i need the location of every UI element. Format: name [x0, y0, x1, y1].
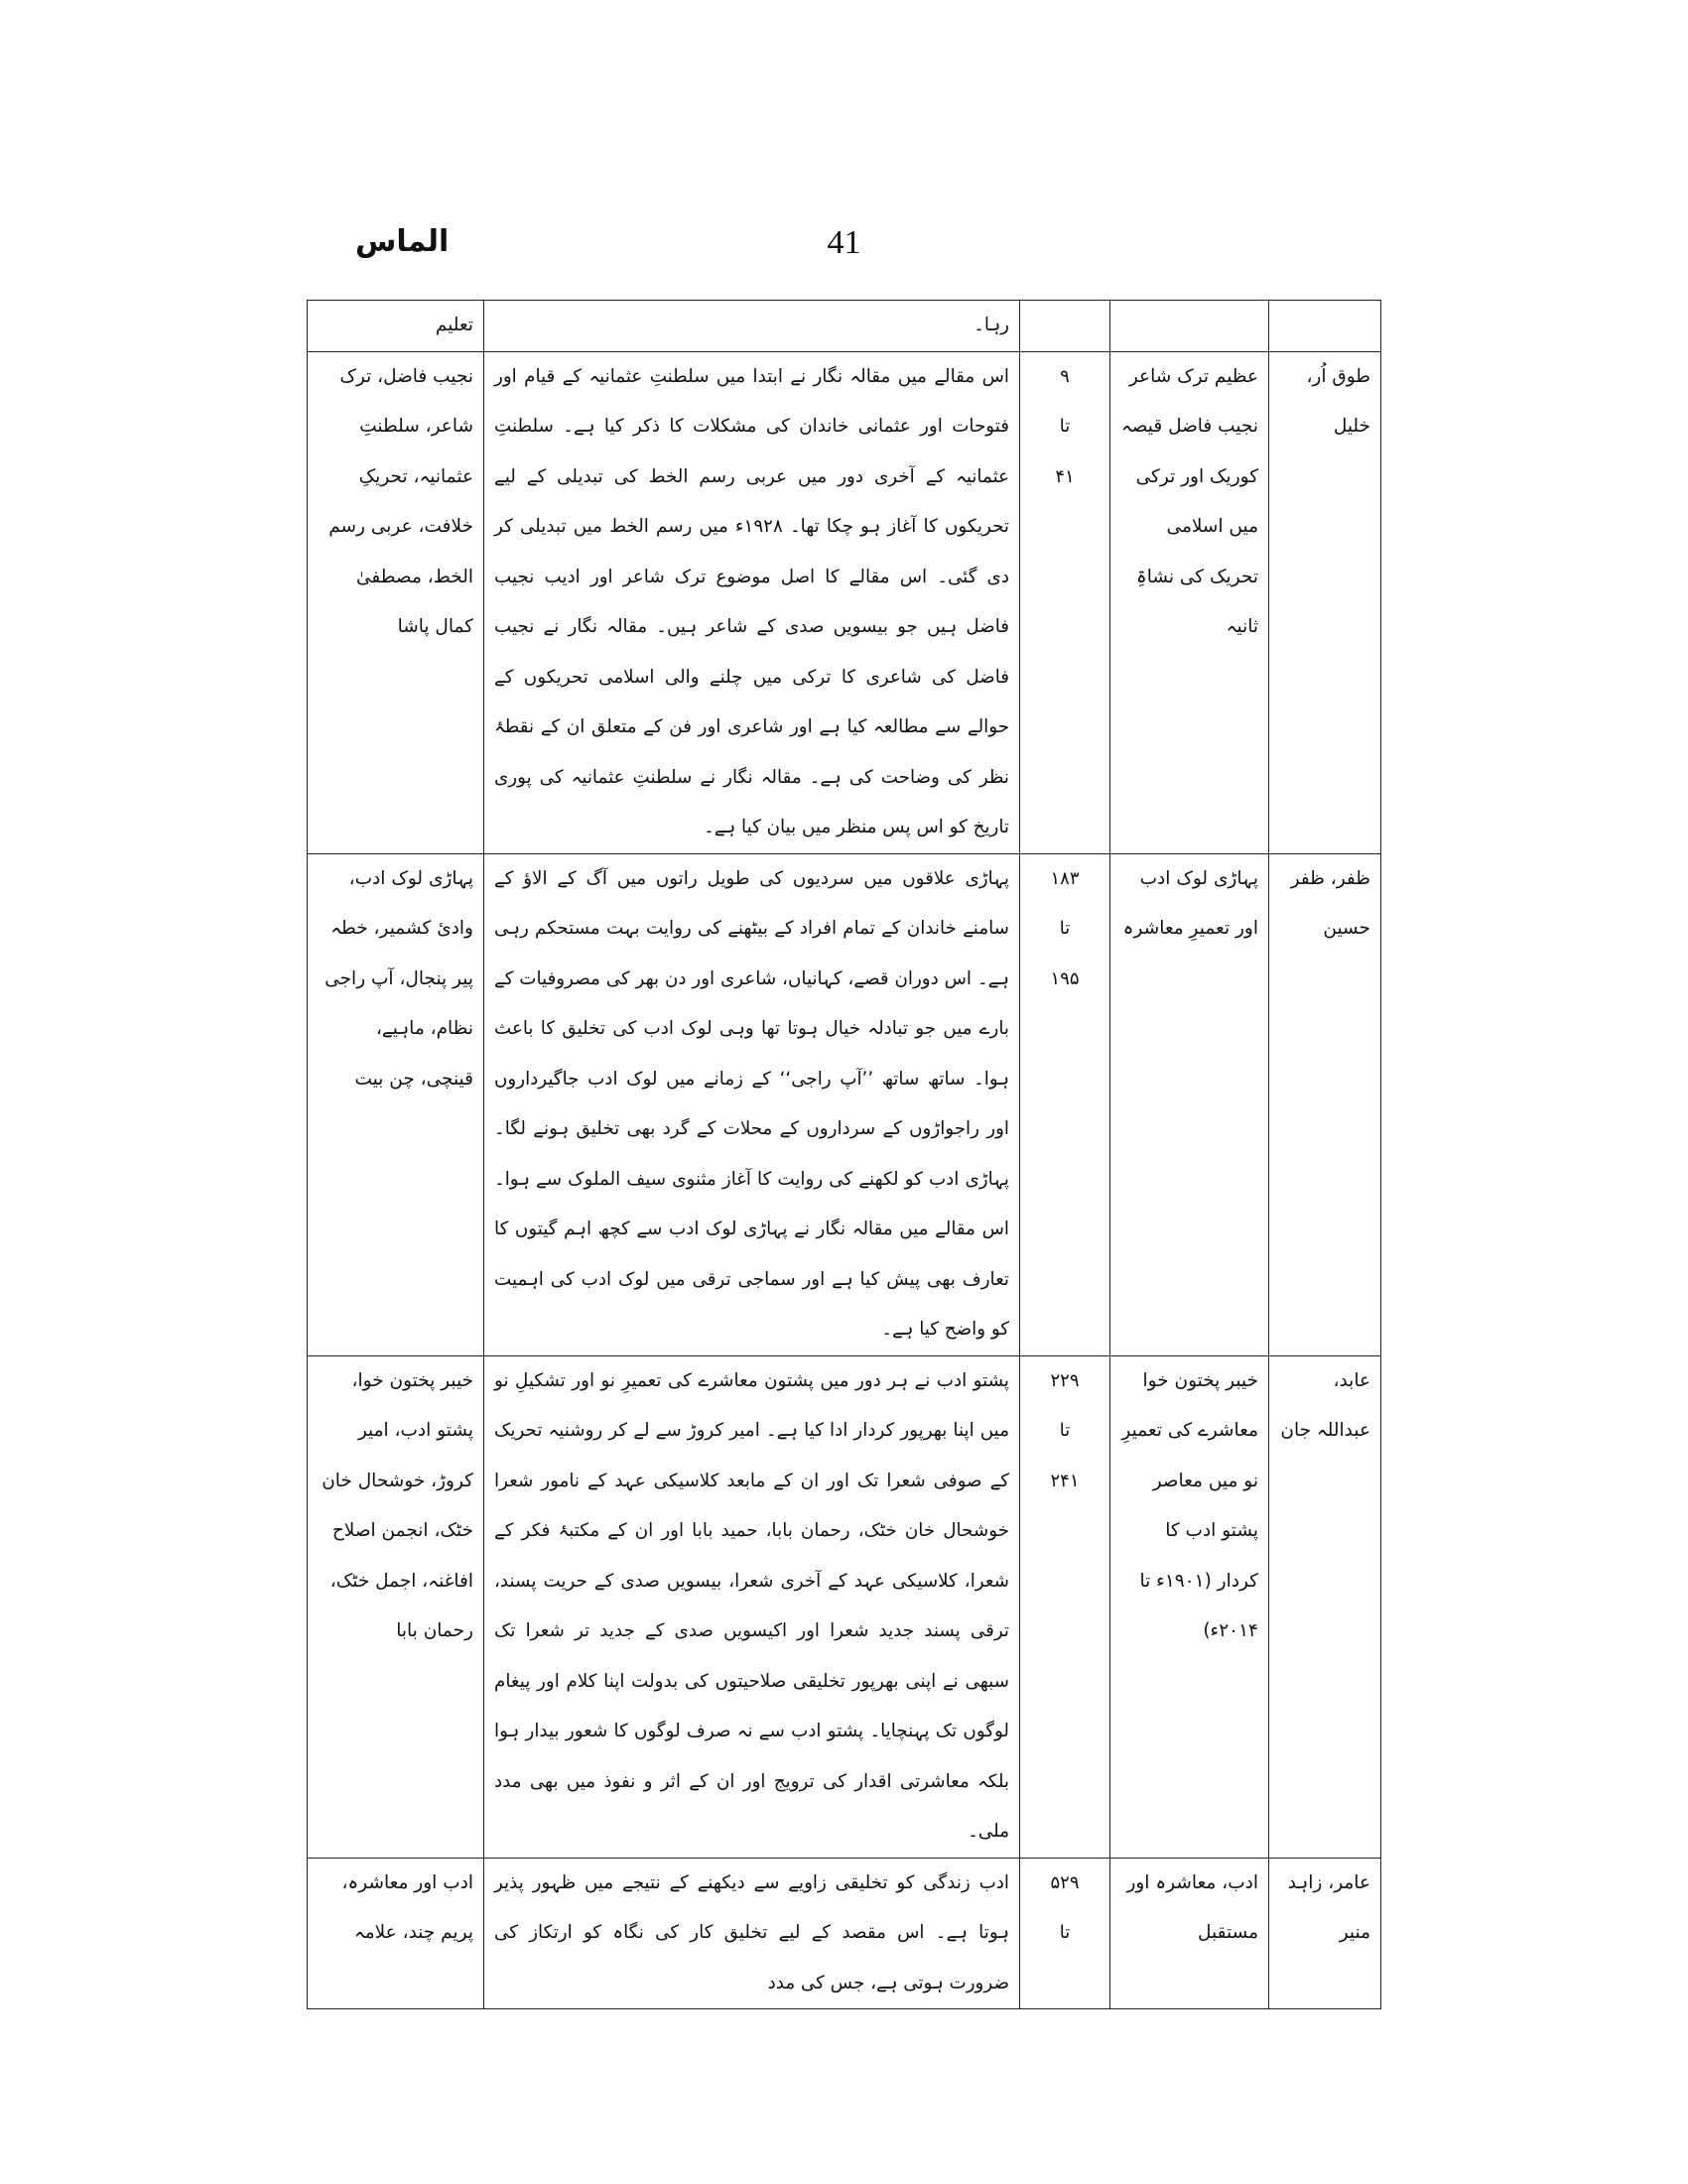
summary-cell: ادب زندگی کو تخلیقی زاویے سے دیکھنے کے نتیجے میں ظہور پذیر ہوتا ہے۔ اس مقصد کے لیے تخلیق کار کی نگاہ کو ارتکاز کی ضرورت ہوتی ہے، جس کی مدد: [484, 1858, 1020, 2009]
author-cell: عابد، عبداللہ جان: [1269, 1355, 1381, 1858]
title-cell: عظیم ترک شاعر نجیب فاضل قیصہ کوریک اور ترکی میں اسلامی تحریک کی نشاۃِ ثانیہ: [1110, 351, 1269, 853]
pages-cell: [1020, 853, 1110, 1355]
keywords-cell: ادب اور معاشرہ، پریم چند، علامہ: [308, 1858, 484, 2009]
title-cell: [1110, 301, 1269, 352]
page-number: 41: [827, 224, 861, 261]
page-range-separator: تا: [1059, 1420, 1071, 1441]
author-cell: عامر، زاہد منیر: [1269, 1858, 1381, 2009]
table-row: [308, 351, 1381, 853]
title-cell: پہاڑی لوک ادب اور تعمیرِ معاشرہ: [1110, 853, 1269, 1355]
title-cell: ادب، معاشرہ اور مستقبل: [1110, 1858, 1269, 2009]
summary-cell: رہا۔: [484, 301, 1020, 352]
pages-cell: [1020, 1355, 1110, 1858]
table-row: [308, 301, 1381, 352]
pages-cell: [1020, 301, 1110, 352]
keywords-cell: تعلیم: [308, 301, 484, 352]
pages-cell: [1020, 351, 1110, 853]
author-cell: ظفر، ظفر حسین: [1269, 853, 1381, 1355]
pages-cell: [1020, 1858, 1110, 2009]
page-range-separator: تا: [1059, 1922, 1071, 1943]
summary-cell: اس مقالے میں مقالہ نگار نے ابتدا میں سلطنتِ عثمانیہ کے قیام اور فتوحات اور عثمانی خاندان کی مشکلات کا ذکر کیا ہے۔ سلطنتِ عثمانیہ کے آخری دور میں عربی رسم الخط کی تبدیلی کے لیے تحریکوں کا آغاز ہو چکا تھا۔ ۱۹۲۸ء میں رسم الخط میں تبدیلی کر دی گئی۔ اس مقالے کا اصل موضوع ترک شاعر اور ادیب نجیب فاضل ہیں جو بیسویں صدی کے شاعر ہیں۔ مقالہ نگار نے نجیب فاضل کی شاعری کا ترکی میں چلنے والی اسلامی تحریکوں کے حوالے سے مطالعہ کیا ہے اور شاعری اور فن کے متعلق ان کے نقطۂ نظر کی وضاحت کی ہے۔ مقالہ نگار نے سلطنتِ عثمانیہ کی پوری تاریخ کو اس پس منظر میں بیان کیا ہے۔: [484, 351, 1020, 853]
page-end: ۴۱: [1055, 465, 1075, 487]
summary-cell: پہاڑی علاقوں میں سردیوں کی طویل راتوں میں آگ کے الاؤ کے سامنے خاندان کے تمام افراد کے بیٹھنے کی روایت بہت مستحکم رہی ہے۔ اس دوران قصے، کہانیاں، شاعری اور دن بھر کی مصروفیات کے بارے میں جو تبادلہ خیال ہوتا تھا وہی لوک ادب کی تخلیق کا باعث ہوا۔ ساتھ ساتھ ’’آپ راجی‘‘ کے زمانے میں لوک ادب جاگیرداروں اور راجواڑوں کے سرداروں کے محلات کے گرد بھی تخلیق ہونے لگا۔ پہاڑی ادب کو لکھنے کی روایت کا آغاز مثنوی سیف الملوک سے ہوا۔ اس مقالے میں مقالہ نگار نے پہاڑی لوک ادب سے کچھ اہم گیتوں کا تعارف بھی پیش کیا ہے اور سماجی ترقی میں لوک ادب کی اہمیت کو واضح کیا ہے۔: [484, 853, 1020, 1355]
summary-cell: پشتو ادب نے ہر دور میں پشتون معاشرے کی تعمیرِ نو اور تشکیلِ نو میں اپنا بھرپور کردار ادا کیا ہے۔ امیر کروڑ سے لے کر روشنیہ تحریک کے صوفی شعرا تک اور ان کے مابعد کلاسیکی عہد کے نامور شعرا خوشحال خان خٹک، رحمان بابا، حمید بابا اور ان کے مکتبۂ فکر کے شعرا، کلاسیکی عہد کے آخری شعرا، بیسویں صدی کے حریت پسند، ترقی پسند جدید شعرا اور اکیسویں صدی کے جدید تر شعرا تک سبھی نے اپنی بھرپور تخلیقی صلاحیتوں کی بدولت اپنا کلام اور پیغام لوگوں تک پہنچایا۔ پشتو ادب سے نہ صرف لوگوں کا شعور بیدار ہوا بلکہ معاشرتی اقدار کی ترویج اور ان کے اثر و نفوذ میں بھی مدد ملی۔: [484, 1355, 1020, 1858]
page-start: ۹: [1060, 365, 1070, 387]
page-start: ۱۸۳: [1050, 867, 1080, 889]
page-end: ۲۴۱: [1050, 1470, 1080, 1491]
page-range-separator: تا: [1059, 416, 1071, 437]
page-start: ۵۲۹: [1050, 1871, 1080, 1893]
keywords-cell: نجیب فاضل، ترک شاعر، سلطنتِ عثمانیہ، تحریکِ خلافت، عربی رسم الخط، مصطفیٰ کمال پاشا: [308, 351, 484, 853]
page-end: ۱۹۵: [1050, 967, 1080, 989]
table-row: [308, 853, 1381, 1355]
bibliography-table: [307, 300, 1381, 2009]
author-cell: طوق اُر، خلیل: [1269, 351, 1381, 853]
page-range-separator: تا: [1059, 918, 1071, 939]
title-cell: خیبر پختون خوا معاشرے کی تعمیرِ نو میں معاصر پشتو ادب کا کردار (۱۹۰۱ء تا ۲۰۱۴ء): [1110, 1355, 1269, 1858]
journal-name: الماس: [355, 224, 450, 259]
keywords-cell: پہاڑی لوک ادب، وادیٔ کشمیر، خطہ پیر پنجال، آپ راجی نظام، ماہیے، قینچی، چن بیت: [308, 853, 484, 1355]
table-row: [308, 1355, 1381, 1858]
table-row: [308, 1858, 1381, 2009]
author-cell: [1269, 301, 1381, 352]
page-start: ۲۲۹: [1050, 1369, 1080, 1391]
keywords-cell: خیبر پختون خوا، پشتو ادب، امیر کروڑ، خوشحال خان خٹک، انجمن اصلاح افاغنہ، اجمل خٹک، رحمان بابا: [308, 1355, 484, 1858]
